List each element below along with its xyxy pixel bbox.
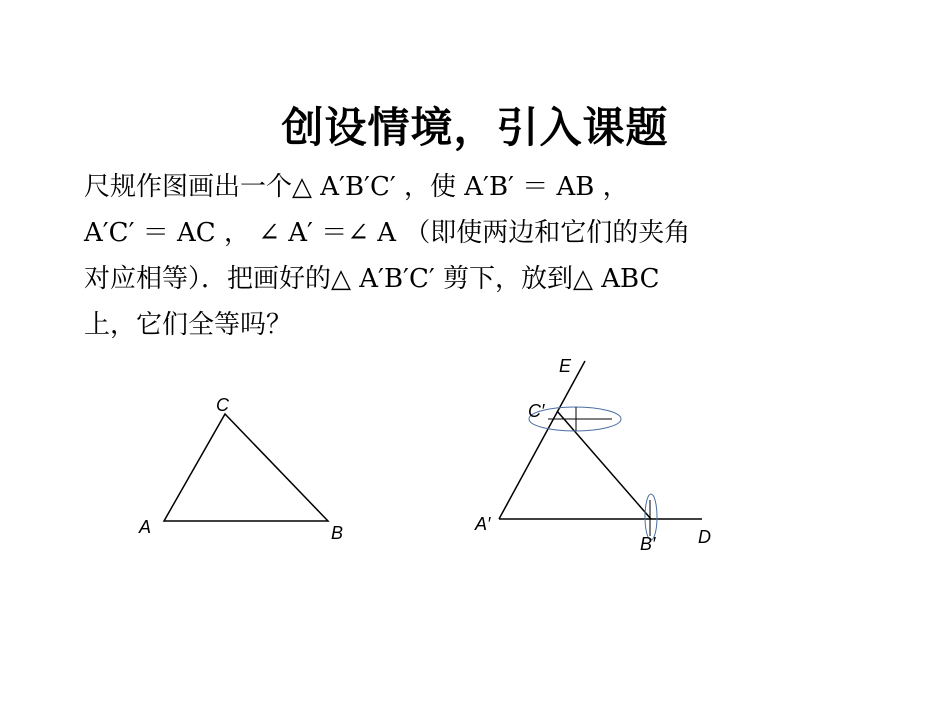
problem-line-3: 对应相等）．把画好的△ A′B′C′ 剪下，放到△ ABC (84, 264, 660, 294)
problem-line-2: A′C′ ＝ AC ， ∠ A′ ＝∠ A （即使两边和它们的夹角 (84, 218, 691, 248)
label-b-prime: B′ (640, 534, 656, 554)
triangle-abc-figure (138, 395, 343, 543)
construction-figure (474, 356, 711, 554)
label-a: A (139, 517, 152, 537)
problem-line-4: 上，它们全等吗？ (84, 310, 293, 340)
segment-cb (557, 411, 651, 519)
label-a-prime: A′ (475, 514, 491, 534)
label-e: E (559, 356, 572, 376)
label-c: C (216, 395, 229, 415)
label-b: B (331, 523, 344, 543)
label-c-prime: C′ (528, 401, 545, 421)
problem-line-1: 尺规作图画出一个△ A′B′C′ ，使 A′B′ ＝ AB ， (84, 172, 629, 202)
triangle-abc (164, 414, 328, 521)
label-d: D (698, 527, 711, 547)
slide-title: 创设情境，引入课题 (281, 103, 669, 152)
ray-ae (499, 361, 585, 519)
